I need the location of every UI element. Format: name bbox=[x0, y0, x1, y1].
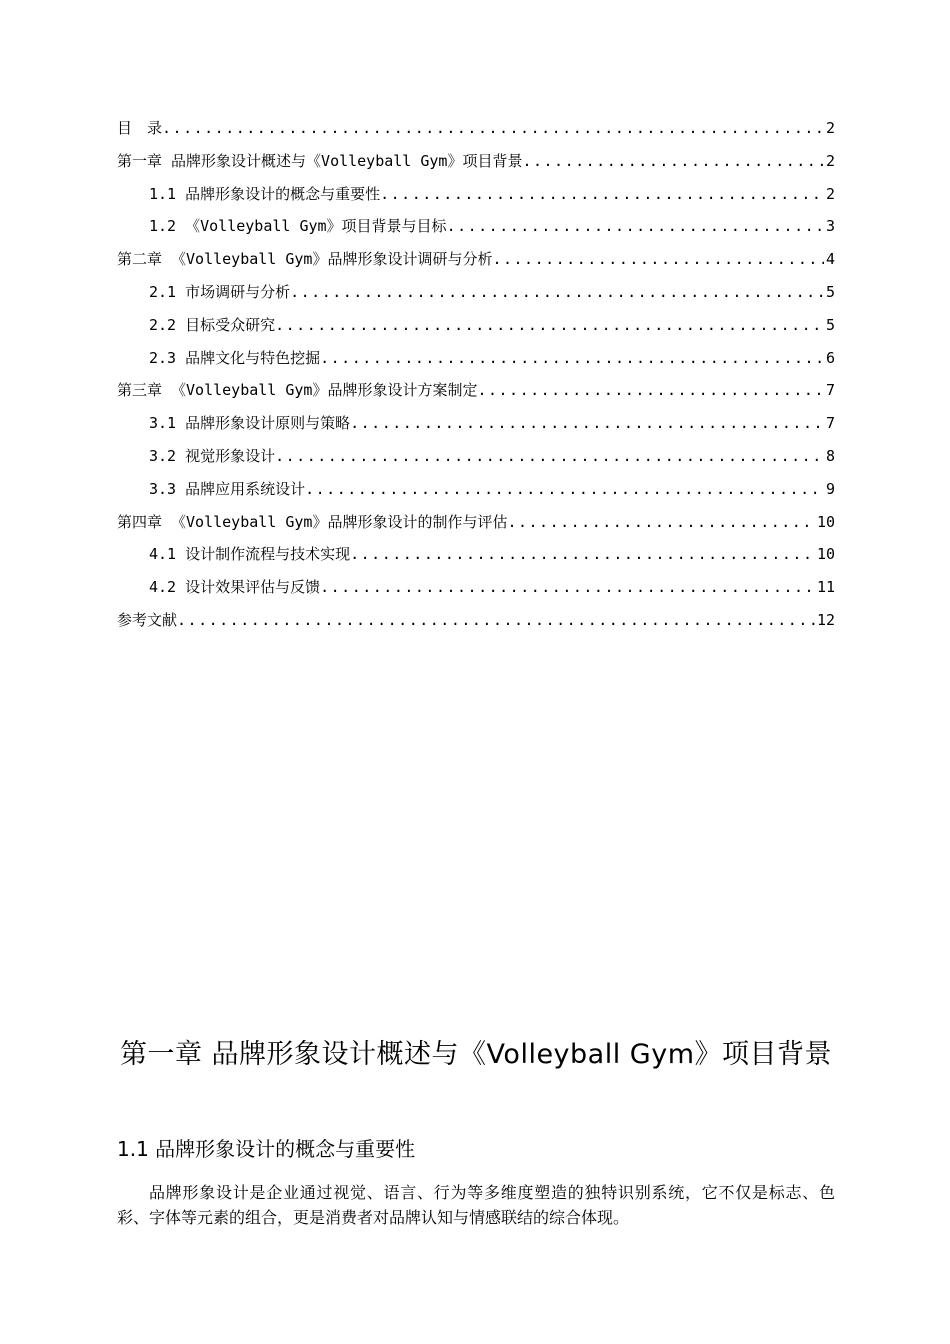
toc-entry-title: 目 录 bbox=[117, 119, 163, 137]
toc-dot-leader bbox=[305, 473, 824, 506]
toc-dot-leader bbox=[350, 538, 815, 571]
toc-page-number: 5 bbox=[825, 282, 835, 301]
toc-entry[interactable] bbox=[117, 407, 835, 440]
toc-dot-leader bbox=[522, 145, 824, 178]
toc-page-number: 7 bbox=[825, 414, 835, 433]
toc-dot-leader bbox=[350, 407, 824, 440]
toc-entry-title: 第三章 《Volleyball Gym》品牌形象设计方案制定 bbox=[117, 381, 478, 400]
toc-entry-title: 3.2 视觉形象设计 bbox=[149, 446, 276, 465]
toc-entry-title: 2.3 品牌文化与特色挖掘 bbox=[149, 348, 321, 367]
toc-dot-leader bbox=[507, 506, 814, 539]
toc-entry-title: 2.2 目标受众研究 bbox=[149, 315, 276, 334]
toc-dot-leader bbox=[162, 112, 824, 145]
body-paragraph: 品牌形象设计是企业通过视觉、语言、行为等多维度塑造的独特识别系统，它不仅是标志、色彩、字体等元素的组合，更是消费者对品牌认知与情感联结的综合体现。 bbox=[117, 1183, 835, 1227]
toc-entry[interactable] bbox=[117, 538, 835, 571]
toc-entry[interactable] bbox=[117, 210, 835, 243]
toc-page-number: 6 bbox=[825, 348, 835, 367]
toc-page-number: 7 bbox=[825, 381, 835, 400]
toc-page-number: 10 bbox=[816, 545, 835, 564]
toc-page-number: 11 bbox=[816, 578, 835, 597]
toc-entry[interactable] bbox=[117, 604, 835, 637]
toc-dot-leader bbox=[320, 571, 815, 604]
toc-dot-leader bbox=[275, 309, 824, 342]
toc-entry-title: 4.1 设计制作流程与技术实现 bbox=[149, 545, 351, 564]
toc-entry[interactable] bbox=[117, 309, 835, 342]
chapter-title: 第一章 品牌形象设计概述与《Volleyball Gym》项目背景 bbox=[119, 1039, 833, 1070]
toc-page-number: 10 bbox=[816, 512, 835, 531]
toc-dot-leader bbox=[477, 374, 824, 407]
toc-entry-title: 第四章 《Volleyball Gym》品牌形象设计的制作与评估 bbox=[117, 512, 508, 531]
toc-page-number: 5 bbox=[825, 315, 835, 334]
toc-entry[interactable] bbox=[117, 112, 835, 145]
toc-entry[interactable] bbox=[117, 374, 835, 407]
toc-dot-leader bbox=[492, 243, 824, 276]
toc-entry[interactable] bbox=[117, 276, 835, 309]
toc-entry-title: 2.1 市场调研与分析 bbox=[149, 282, 291, 301]
toc-page-number: 12 bbox=[816, 610, 835, 629]
toc-entry-title: 参考文献 bbox=[117, 610, 178, 629]
section-title: 1.1 品牌形象设计的概念与重要性 bbox=[117, 1137, 416, 1161]
toc-entry[interactable] bbox=[117, 178, 835, 211]
toc-entry-title: 3.1 品牌形象设计原则与策略 bbox=[149, 414, 351, 433]
toc-page-number: 2 bbox=[825, 151, 835, 170]
toc-dot-leader bbox=[177, 604, 815, 637]
toc-entry[interactable] bbox=[117, 342, 835, 375]
toc-entry[interactable] bbox=[117, 440, 835, 473]
toc-entry-title: 1.1 品牌形象设计的概念与重要性 bbox=[149, 184, 381, 203]
toc-dot-leader bbox=[320, 342, 824, 375]
toc-entry[interactable] bbox=[117, 243, 835, 276]
toc-page-number: 2 bbox=[825, 119, 835, 137]
toc-entry[interactable] bbox=[117, 571, 835, 604]
toc-dot-leader bbox=[447, 210, 824, 243]
toc-page-number: 9 bbox=[825, 479, 835, 498]
toc-entry-title: 1.2 《Volleyball Gym》项目背景与目标 bbox=[149, 217, 447, 236]
toc-entry-title: 3.3 品牌应用系统设计 bbox=[149, 479, 306, 498]
toc-page-number: 2 bbox=[825, 184, 835, 203]
table-of-contents bbox=[117, 112, 835, 637]
toc-dot-leader bbox=[380, 178, 824, 211]
toc-entry-title: 第二章 《Volleyball Gym》品牌形象设计调研与分析 bbox=[117, 250, 493, 269]
toc-entry-title: 第一章 品牌形象设计概述与《Volleyball Gym》项目背景 bbox=[117, 151, 523, 170]
toc-entry[interactable] bbox=[117, 145, 835, 178]
toc-dot-leader bbox=[275, 440, 824, 473]
toc-entry[interactable] bbox=[117, 473, 835, 506]
toc-page-number: 8 bbox=[825, 446, 835, 465]
toc-entry[interactable] bbox=[117, 506, 835, 539]
toc-page-number: 3 bbox=[825, 217, 835, 236]
toc-dot-leader bbox=[290, 276, 824, 309]
toc-entry-title: 4.2 设计效果评估与反馈 bbox=[149, 578, 321, 597]
toc-page-number: 4 bbox=[825, 250, 835, 269]
